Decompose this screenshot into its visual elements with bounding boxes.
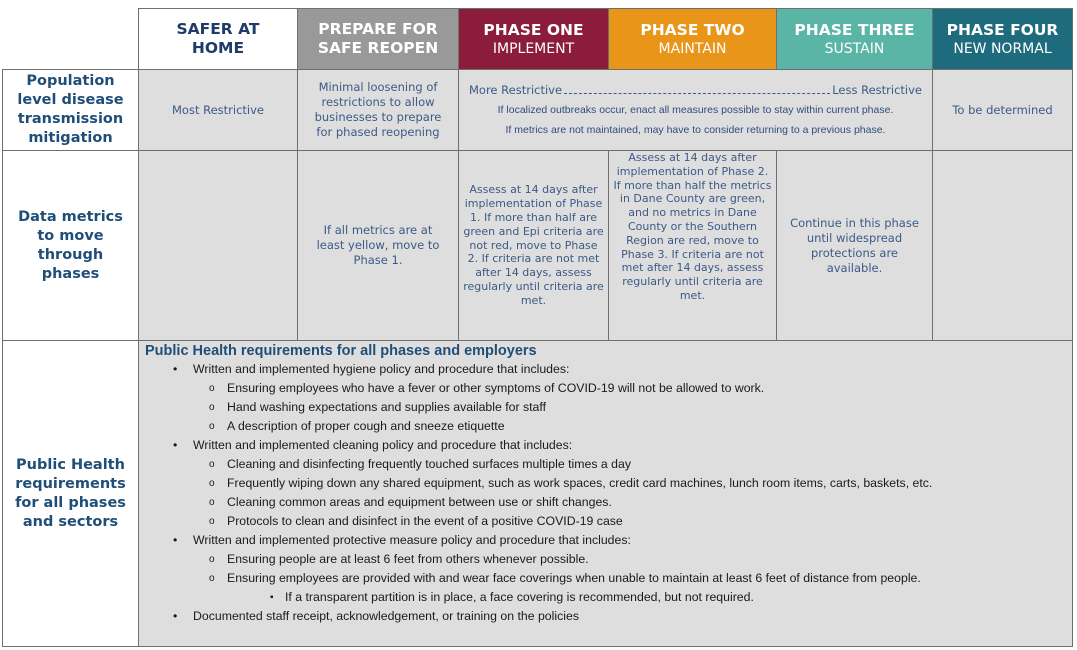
restrictiveness-scale — [459, 83, 932, 98]
more-restrictive-label: More Restrictive — [469, 82, 563, 97]
header-title: SAFER AT — [176, 20, 260, 38]
list-item: • Written and implemented hygiene policy and procedure that includes: — [145, 360, 1064, 379]
mitigation-prepare-cell: Minimal loosening of restrictions to allow businesses to prepare for phased reopening — [298, 70, 459, 151]
mitigation-phase-four-cell: To be determined — [933, 70, 1073, 151]
header-phase-two — [609, 9, 777, 70]
mitigation-phases-cell — [459, 70, 933, 151]
list-item: ▪ If a transparent partition is in place, a face covering is recommended, but not required. — [145, 588, 1064, 607]
header-prepare — [298, 9, 459, 70]
scale-dashes — [564, 83, 830, 94]
public-health-row — [3, 341, 1073, 647]
list-item: • Documented staff receipt, acknowledgement, or training on the policies — [145, 607, 1064, 626]
mitigation-row — [3, 70, 1073, 151]
list-item: o Frequently wiping down any shared equipment, such as work spaces, credit card machines, lunch room items, carts, baskets, etc. — [145, 474, 1064, 493]
public-health-requirements-cell — [139, 341, 1073, 647]
list-item: o Ensuring employees are provided with and wear face coverings when unable to maintain at least 6 feet of distance from people. — [145, 569, 1064, 588]
list-item: o Protocols to clean and disinfect in the event of a positive COVID-19 case — [145, 512, 1064, 531]
header-phase-four — [933, 9, 1073, 70]
row-label-public-health: Public Health requirements for all phases and sectors — [3, 341, 139, 647]
header-title: HOME — [191, 39, 245, 57]
list-item: o Hand washing expectations and supplies available for staff — [145, 398, 1064, 417]
metrics-prepare-cell: If all metrics are at least yellow, move to Phase 1. — [298, 151, 459, 341]
metrics-phase-three-cell: Continue in this phase until widespread protections are available. — [777, 151, 933, 341]
header-title: SAFE REOPEN — [317, 39, 439, 57]
header-title: PHASE ONE — [483, 20, 584, 39]
list-item: o Ensuring employees who have a fever or other symptoms of COVID-19 will not be allowed to work. — [145, 379, 1064, 398]
requirements-list — [145, 360, 1064, 626]
phases-table — [2, 8, 1073, 647]
metrics-phase-four-cell — [933, 151, 1073, 341]
list-item: o Cleaning and disinfecting frequently touched surfaces multiple times a day — [145, 455, 1064, 474]
metrics-note: If metrics are not maintained, may have to consider returning to a previous phase. — [505, 123, 886, 136]
row-label-metrics: Data metrics to move through phases — [3, 151, 139, 341]
list-item: o Cleaning common areas and equipment between use or shift changes. — [145, 493, 1064, 512]
list-item: • Written and implemented protective measure policy and procedure that includes: — [145, 531, 1064, 550]
header-title: PHASE FOUR — [946, 20, 1059, 39]
metrics-safer-cell — [139, 151, 298, 341]
header-phase-three — [777, 9, 933, 70]
outbreak-note: If localized outbreaks occur, enact all measures possible to stay within current phase. — [497, 103, 894, 116]
header-phase-one — [459, 9, 609, 70]
metrics-phase-one-cell: Assess at 14 days after implementation of Phase 1. If more than half are green and Epi criteria are not red, move to Phase 2. If criteria are not met after 14 days, assess regularly until criteria are met. — [459, 151, 609, 341]
public-health-title: Public Health requirements for all phases and employers — [145, 343, 537, 359]
header-row — [3, 9, 1073, 70]
less-restrictive-label: Less Restrictive — [832, 82, 922, 97]
header-subtitle: MAINTAIN — [658, 40, 727, 57]
header-title: PHASE TWO — [640, 20, 745, 39]
metrics-phase-two-cell: Assess at 14 days after implementation of Phase 2. If more than half the metrics in Dane County are green, and no metrics in Dane County or the Southern Region are red, move to Phase 3. If criteria are not met after 14 days, assess regularly until criteria are met. — [609, 151, 777, 341]
mitigation-safer-cell: Most Restrictive — [139, 70, 298, 151]
list-item: o A description of proper cough and sneeze etiquette — [145, 417, 1064, 436]
header-subtitle: IMPLEMENT — [492, 40, 575, 57]
header-title: PHASE THREE — [794, 20, 915, 39]
header-title: PREPARE FOR — [318, 20, 438, 38]
list-item: o Ensuring people are at least 6 feet from others whenever possible. — [145, 550, 1064, 569]
list-item: • Written and implemented cleaning policy and procedure that includes: — [145, 436, 1064, 455]
header-subtitle: NEW NORMAL — [953, 40, 1052, 57]
row-label-mitigation: Population level disease transmission mitigation — [3, 70, 139, 151]
header-subtitle: SUSTAIN — [824, 40, 885, 57]
corner-cell — [3, 9, 139, 70]
metrics-row — [3, 151, 1073, 341]
header-safer-at-home — [139, 9, 298, 70]
